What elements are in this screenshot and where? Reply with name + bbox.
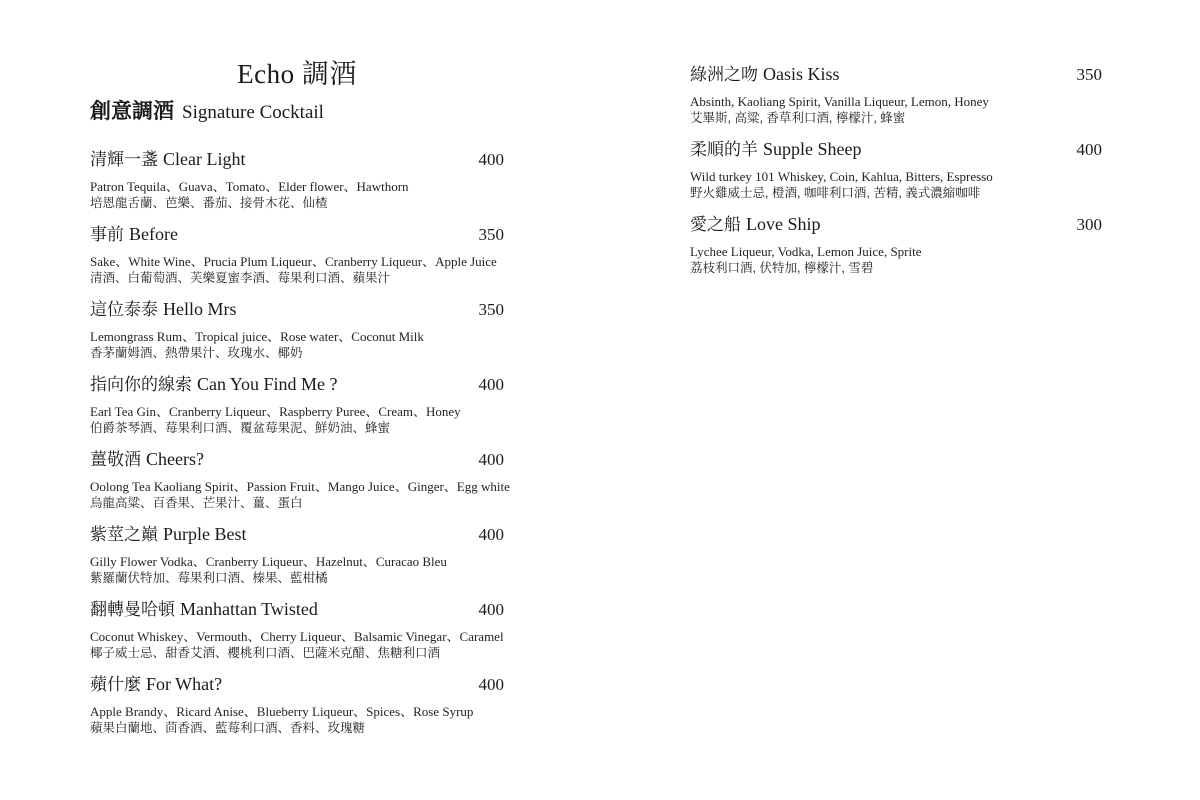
item-name-zh: 事前 [90,225,124,244]
item-price: 350 [478,225,504,244]
item-price: 300 [1076,215,1102,234]
item-name-row [90,447,504,473]
item-name-row [690,212,1102,238]
menu-item-supple-sheep [690,137,1102,202]
item-name [690,62,840,88]
item-name-en: Love Ship [746,214,821,234]
item-name-en: Clear Light [163,149,246,169]
item-name-row [90,522,504,548]
left-item-list [90,147,510,737]
ingredients-en: Gilly Flower Vodka、Cranberry Liqueur、Hazelnut、Curacao Bleu [90,554,447,569]
item-name [90,222,178,248]
item-name-en: For What? [146,674,223,694]
menu-item-hello-mrs [90,297,504,362]
item-name [90,372,338,398]
item-price: 400 [478,675,504,694]
item-name-row [90,222,504,248]
ingredients-en: Wild turkey 101 Whiskey, Coin, Kahlua, Bitters, Espresso [690,169,993,184]
page-title-zh: 調酒 [301,59,357,89]
left-column [90,0,510,737]
item-name-en: Can You Find Me ? [197,374,338,394]
ingredients-en: Patron Tequila、Guava、Tomato、Elder flower、Hawthorn [90,179,409,194]
ingredients-zh: 紫羅蘭伏特加、莓果利口酒、榛果、藍柑橘 [90,571,328,585]
menu-item-love-ship [690,212,1102,277]
ingredients-en: Apple Brandy、Ricard Anise、Blueberry Liqueur、Spices、Rose Syrup [90,704,474,719]
ingredients-en: Sake、White Wine、Prucia Plum Liqueur、Cranberry Liqueur、Apple Juice [90,254,497,269]
item-name-zh: 蘋什麼 [90,675,141,694]
item-name [690,137,862,163]
item-name-row [90,297,504,323]
menu-item-purple-best [90,522,504,587]
item-name-row [90,597,504,623]
item-price: 400 [478,525,504,544]
menu-item-can-you-find-me [90,372,504,437]
item-name [90,522,247,548]
right-item-list [690,0,1102,277]
item-name-row [90,147,504,173]
item-price: 350 [1076,65,1102,84]
item-name-row [690,62,1102,88]
item-name-en: Supple Sheep [763,139,862,159]
ingredients-zh: 伯爵茶琴酒、莓果利口酒、覆盆莓果泥、鮮奶油、蜂蜜 [90,421,391,435]
ingredients-zh: 香茅蘭姆酒、熱帶果汁、玫瑰水、椰奶 [90,346,303,360]
page-title [90,0,504,91]
item-name-zh: 紫莖之巔 [90,525,158,544]
item-name-en: Cheers? [146,449,204,469]
item-price: 400 [478,375,504,394]
ingredients-zh: 艾畢斯, 高粱, 香草利口酒, 檸檬汁, 蜂蜜 [690,111,906,125]
item-name [90,597,318,623]
page-title-en: Echo [237,59,295,89]
menu-item-for-what [90,672,504,737]
item-name [90,297,237,323]
menu-item-oasis-kiss [690,62,1102,127]
ingredients-zh: 蘋果白蘭地、茴香酒、藍莓利口酒、香料、玫瑰糖 [90,721,366,735]
menu-item-clear-light [90,147,504,212]
item-price: 400 [1076,140,1102,159]
ingredients-en: Earl Tea Gin、Cranberry Liqueur、Raspberry Puree、Cream、Honey [90,404,461,419]
section-header [90,98,504,128]
item-name-en: Before [129,224,178,244]
ingredients-en: Coconut Whiskey、Vermouth、Cherry Liqueur、Balsamic Vinegar、Caramel [90,629,504,644]
item-name-en: Hello Mrs [163,299,237,319]
ingredients-en: Lychee Liqueur, Vodka, Lemon Juice, Sprite [690,244,922,259]
item-name-row [690,137,1102,163]
item-price: 350 [478,300,504,319]
item-name-zh: 愛之船 [690,215,741,234]
item-name-zh: 翻轉曼哈頓 [90,600,175,619]
item-name-zh: 綠洲之吻 [690,65,758,84]
ingredients-en: Oolong Tea Kaoliang Spirit、Passion Fruit、Mango Juice、Ginger、Egg white [90,479,510,494]
item-name [90,447,204,473]
ingredients-zh: 野火雞威士忌, 橙酒, 咖啡利口酒, 苦精, 義式濃縮咖啡 [690,186,981,200]
menu-item-manhattan-twisted [90,597,504,662]
item-name-zh: 薑敬酒 [90,450,141,469]
item-name-zh: 柔順的羊 [690,140,758,159]
item-price: 400 [478,600,504,619]
item-name-row [90,372,504,398]
item-name [90,147,245,173]
item-name-en: Manhattan Twisted [180,599,318,619]
item-name-en: Oasis Kiss [763,64,840,84]
item-name [90,672,222,698]
section-header-zh: 創意調酒 [90,100,174,123]
ingredients-en: Lemongrass Rum、Tropical juice、Rose water、Coconut Milk [90,329,424,344]
item-name-zh: 指向你的線索 [90,375,192,394]
item-name-en: Purple Best [163,524,247,544]
menu-item-cheers [90,447,510,512]
ingredients-zh: 荔枝利口酒, 伏特加, 檸檬汁, 雪碧 [690,261,874,275]
item-name-row [90,672,504,698]
ingredients-zh: 烏龍高粱、百香果、芒果汁、薑、蛋白 [90,496,303,510]
item-name-zh: 清輝一盞 [90,150,158,169]
right-column [690,0,1102,277]
menu-item-before [90,222,504,287]
item-price: 400 [478,450,504,469]
item-name-zh: 這位泰泰 [90,300,158,319]
item-price: 400 [478,150,504,169]
section-header-en: Signature Cocktail [182,102,324,123]
ingredients-zh: 椰子威士忌、甜香艾酒、櫻桃利口酒、巴薩米克醋、焦糖利口酒 [90,646,441,660]
ingredients-zh: 培恩龍舌蘭、芭樂、番茄、接骨木花、仙楂 [90,196,328,210]
ingredients-zh: 清酒、白葡萄酒、芙樂夏蜜李酒、莓果利口酒、蘋果汁 [90,271,391,285]
item-name [690,212,821,238]
ingredients-en: Absinth, Kaoliang Spirit, Vanilla Liqueur, Lemon, Honey [690,94,989,109]
